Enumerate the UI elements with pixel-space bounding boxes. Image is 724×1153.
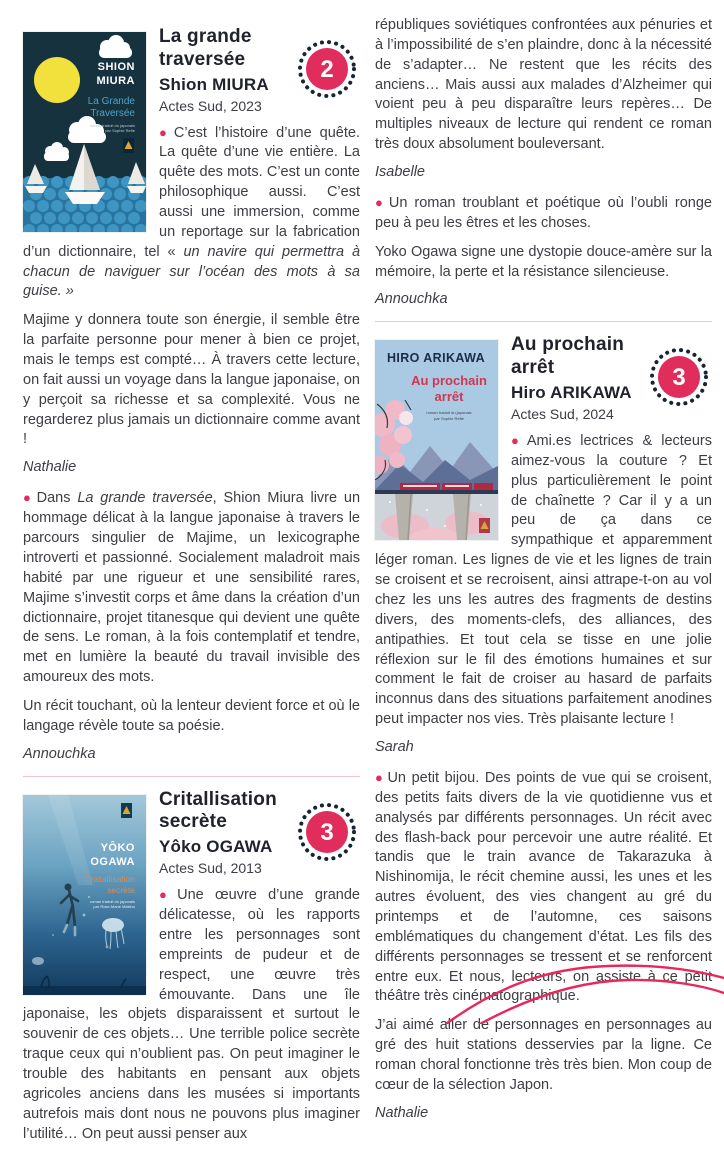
review-paragraph (375, 194, 712, 234)
book-publisher: Actes Sud, 2023 (159, 97, 262, 114)
section-divider (23, 776, 360, 777)
review-text: C’est l’histoire d’une quête. La quête d’une vie entière. La quête des mots. C’est un conte philosophique aussi. C’est aussi une immersion, comme un reportage sur la fabrication d’un dictionnaire, tel « (23, 124, 360, 260)
review-text: Une œuvre d’une grande délicatesse, où les rapports entre les personnages sont empreints de pudeur et de respect, une œuvre très émouvante. Dans une île japonaise, les objets disparaissent et surtout le souvenir de ces objets… Une terrible police secrète traque ceux qui n’oublient pas. On peut imaginer le trouble des habitants en pensant aux objets agricoles anciens dans les musées si importants autrefois mais dont nous ne pouvons plus imaginer l’utilité… On peut aussi penser aux (23, 887, 360, 1142)
review-text: Un récit touchant, où la lenteur devient force et où le langage révèle toute sa poésie. (23, 697, 360, 734)
review-paragraph (375, 1016, 712, 1095)
cover-caption-line1: roman traduit du japonais (89, 123, 135, 128)
review-text: Ami.es lectrices & lecteurs aimez-vous la couture ? Et plus particulièrement le point de chaînette ? Car il y a un peu de ça dans ce sympathique et apparemment léger roman. Les lignes de vie et les lignes de train se croisent et se recroisent, ainsi attrape-t-on au vol chez les uns les autres des fragments de destins divers, des moments-clefs, des alliances, des antipathies. Et tout cela se tisse en une jolie réflexion sur le fil des émotions humaines et sur comment le fait de croiser au hasard de parfaits inconnus dans des situations parfaitement anodines peut impacter nos vies. Très plaisante lecture ! (375, 433, 712, 728)
cover-illustration-underwater (23, 795, 146, 995)
moon-shape (34, 57, 80, 103)
cover-caption-line2: par Sophie Refle (434, 416, 464, 422)
bullet-icon: ● (375, 769, 385, 785)
book-publisher: Actes Sud, 2024 (511, 406, 614, 423)
cover-illustration-boats-moon (23, 32, 146, 232)
book-title: Critallisation secrète (159, 788, 277, 833)
bullet-icon: ● (159, 124, 171, 140)
reviewer-signature: Nathalie (23, 459, 77, 476)
rating-badge-number: 3 (320, 818, 334, 846)
cover-author-line2: OGAWA (90, 855, 135, 868)
book-author: Yôko OGAWA (159, 837, 273, 857)
book-author: Hiro ARIKAWA (511, 383, 632, 403)
review-text: Un petit bijou. Des points de vue qui se croisent, des petits faits divers de la vie quotidienne vus et analysés par différents personnages. Un récit avec des flash-back pour percevoir une autre réalité. Et tandis que le train avance de Takarazuka à Nishinomija, le récit chemine aussi, les unes et les autres évoluent, des vies changent au gré du printemps et de l’automne, ces saisons emblématiques du changement d’état. Les fils des différents personnages se tressent et se renforcent entre eux. Et nous, lecteurs, on assiste à ce petit théâtre très cinématographique. (375, 769, 712, 1005)
review-quote-italic: un navire qui permettra à chacun de naviguer sur l’océan des mots à sa guise. » (23, 243, 361, 300)
review-text: Yoko Ogawa signe une dystopie douce-amère sur la mémoire, la perte et la résistance silencieuse. (375, 243, 712, 280)
reviewer-signature: Annouchka (375, 291, 448, 308)
cover-caption-line1: roman traduit du japonais (89, 898, 135, 904)
cover-author-line1: SHION (97, 61, 135, 73)
cover-author-line1: HIRO ARIKAWA (386, 351, 486, 366)
cover-illustration-train (375, 340, 498, 540)
cover-title-line2: arrêt (434, 389, 464, 405)
review-text: J’ai aimé aller de personnages en personnages au gré des huit stations desservies par la ligne. Ce roman choral fonctionne très très bien. Mon coup de cœur de la sélection Japon. (375, 1017, 712, 1093)
rating-badge-number: 3 (672, 364, 686, 392)
babel-logo (479, 518, 490, 533)
cover-author-line1: YÔKO (100, 841, 135, 854)
reviewer-signature: Nathalie (375, 1104, 429, 1121)
bullet-icon: ● (375, 195, 386, 211)
book-publisher: Actes Sud, 2013 (159, 860, 262, 877)
cover-caption-line1: roman traduit du japonais (426, 410, 472, 416)
cover-caption-line2: par Rose-Marie Makino (93, 903, 135, 909)
cover-title-line1: Cristallisation (84, 873, 135, 884)
review-text: Dans (36, 490, 78, 507)
review-paragraph (23, 311, 360, 450)
rating-badge-number: 2 (320, 56, 334, 83)
decorative-wave-lines (428, 944, 724, 1024)
section-divider (375, 321, 712, 322)
babel-logo (121, 803, 132, 818)
bullet-icon: ● (511, 433, 524, 449)
cover-author-line2: MIURA (96, 75, 135, 87)
review-text: républiques soviétiques confrontées aux pénuries et à l’impossibilité de s’en plaindre, donc à la nécessité de s’adapter… Ne restent que les récits des anciens… Mais aussi aux malades d’Alzheimer qui voient peu à peu disparaître leurs repères… De multiples niveaux de lecture qui rendent ce roman très doux absolument bouleversant. (375, 17, 712, 153)
book-author: Shion MIURA (159, 74, 269, 94)
cover-caption-line2: par Sophie Refle (105, 128, 135, 133)
book-title: La grande traversée (159, 26, 252, 70)
book-section-la-grande-traversee (23, 26, 360, 762)
cover-title-line2: secrète (107, 884, 135, 895)
book-title: Au prochain arrêt (511, 334, 625, 379)
cover-title-line2: Traversée (90, 108, 135, 119)
rating-badge (648, 346, 710, 408)
review-text: Un roman troublant et poétique où l’oubli ronge peu à peu les êtres et les choses. (375, 195, 712, 231)
review-text: , Shion Miura livre un hommage délicat à la langue japonaise à travers le parcours singulier de Majime, un lexicographe introverti et passionné. Socialement maladroit mais habité par une rigueur et une sensibilité rares, Majime s’investit corps et âme dans la création d’un dictionnaire, projet titanesque qui devient une quête de sens. Le roman, à la fois contemplatif et tendre, met en lumière la beauté du travail invisible des amoureux des mots. (23, 490, 361, 686)
book-cover-cristallisation-secrete (23, 795, 146, 995)
review-text: Majime y donnera toute son énergie, il semble être la parfaite personne pour mener à bien ce projet, mais le temps est compté… À travers cette lecture, on fait aussi un voyage dans la langue japonaise, on y perçoit sa richesse et sa complexité. Vous ne regarderez plus jamais un dictionnaire comme avant ! (23, 312, 360, 448)
column-left (23, 16, 360, 1153)
review-title-italic: La grande traversée (77, 490, 213, 507)
reviewer-signature: Annouchka (23, 745, 96, 762)
review-paragraph (23, 697, 360, 737)
book-section-critallisation-secrete (23, 789, 360, 1145)
review-paragraph (375, 243, 712, 283)
rating-badge (296, 801, 358, 863)
bullet-icon: ● (23, 490, 34, 506)
book-cover-la-grande-traversee (23, 32, 146, 232)
babel-logo (123, 138, 134, 153)
reviewer-signature: Isabelle (375, 164, 425, 181)
review-continuation-cristallisation (375, 16, 712, 307)
bullet-icon: ● (159, 887, 175, 903)
pillars-clouds-shape (375, 494, 498, 540)
rating-badge (296, 38, 358, 100)
reviewer-signature: Sarah (375, 738, 414, 755)
review-paragraph (375, 16, 712, 155)
cover-title-line1: La Grande (87, 96, 135, 107)
cover-title-line1: Au prochain (411, 373, 487, 389)
review-paragraph (23, 489, 360, 688)
book-cover-au-prochain-arret (375, 340, 498, 540)
